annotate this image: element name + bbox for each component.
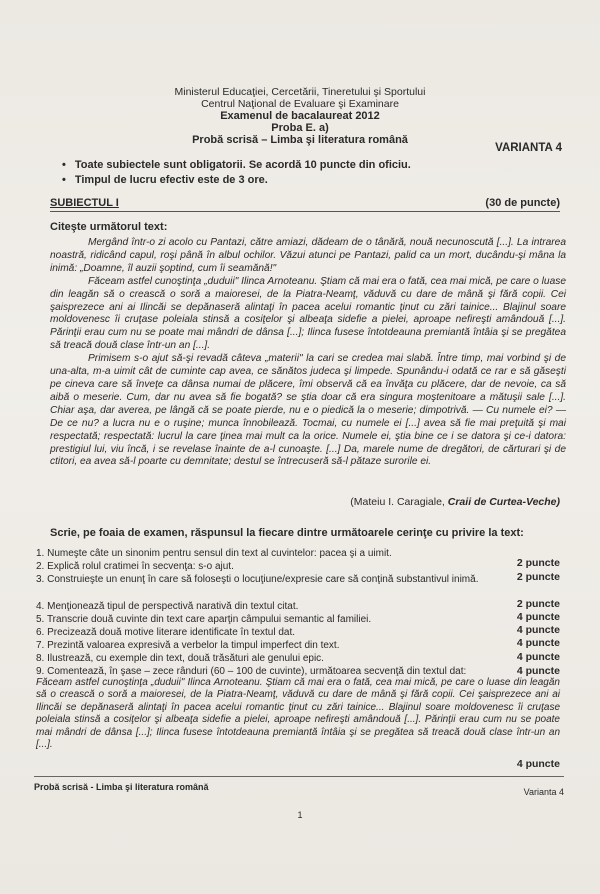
question-9-excerpt: Făceam astfel cunoştinţa „duduii" Ilinca Arnoteanu. Ştiam că mai era o fată, cea mai mică, pe care o luase din leagăn să o crească o soră a maioresei, de la Piatra-Neamţ, văduvă cu dare de mână şi fără copii. Cei şaisprezece ani ai Ilincăi se depănaseră alintaţi în pacea acelui romantic ţinut cu zări tainice... Blajinul soare moldovenesc îi cruţase poleiala stinsă a cosiţelor şi albeaţa sidefie a pielei, aproape nefireşti amândouă [...]. Părinţii erau cum nu se poate mai mândri de dânsa [...]; Ilinca fusese întotdeauna premiantă întâia şi se pregătea să treacă două clase într-un an [...]. — [36, 677, 560, 751]
question-6: 6. Precizează două motive literare identificate în textul dat. — [36, 627, 296, 638]
question-1-points: 2 puncte — [516, 557, 560, 569]
paragraph: Mergând într-o zi acolo cu Pantazi, către amiazi, dădeam de o tânără, nouă necunoscută [...]. La intrarea noastră, ridicând capul, roşi până în albul ochilor. Văzui atunci pe Pantazi, palid ca un mort, ducându-şi mâna la inimă: „Doamne, îl auzii şoptind, cum îi seamănă!" — [50, 237, 566, 274]
section-title: SUBIECTUL I — [50, 197, 119, 209]
question-5-points: 4 puncte — [516, 624, 560, 636]
page-footer — [34, 776, 564, 797]
question-1: 1. Numeşte câte un sinonim pentru sensul din text al cuvintelor: pacea şi a uimit. — [36, 548, 392, 559]
question-4-points: 4 puncte — [516, 611, 560, 623]
bullet-item: • Timpul de lucru efectiv este de 3 ore. — [62, 173, 562, 188]
question-7: 7. Prezintă valoarea expresivă a verbelor la timpul imperfect din text. — [36, 640, 340, 651]
page-number: 1 — [297, 810, 303, 820]
question-4: 4. Menţionează tipul de perspectivă narativă din textul citat. — [36, 601, 299, 612]
footer-variant: Varianta 4 — [523, 787, 564, 797]
read-text-prompt: Citeşte următorul text: — [50, 221, 168, 233]
source-author: (Mateiu I. Caragiale, — [350, 496, 445, 508]
question-6-points: 4 puncte — [516, 637, 560, 649]
question-7-points: 4 puncte — [516, 651, 560, 663]
paragraph: Primisem s-o ajut să-şi revadă câteva „materii" la cari se credea mai slabă. Între timp, mai vorbind şi de una-alta, m-a uimit cât de cuminte cap avea, ce sănătos judeca şi limpede. Spunându-i odată ce rar e să găseşti pe cineva care să înveţe ca dânsa numai de plăcere, îmi observă că ea învăţa cu plăcere, dar de nevoie, ca să aibă o meserie. Cum, dar nu avea să fie bogată? se ştia doar că era singura moştenitoare a mătuşii sale [...]. Chiar aşa, dar averea, pe lângă că se poate pierde, nu e o piedică la o meserie; dimpotrivă. — Cu numele ei? — De ce nu? a lucra nu e o ruşine; munca înnobilează. Tocmai, cu numele ei [...] avea să fie mai preţuită şi mai respectată; respectată: lucrul la care ţinea mai mult ca la orice. Numele ei, ştia bine ce i se datora şi ce-i datora: prestigiul lui, viu încă, i se revelase înainte de a-l cunoaşte. [...] Da, marele nume de dregători, de cărturari şi de ctitori, ea avea să-l poarte cu demnitate; destul se întrecuseră să-l pătaze surorile ei. — [50, 353, 566, 468]
paragraph: Făceam astfel cunoştinţa „duduii" Ilinca Arnoteanu. Ştiam că mai era o fată, cea mai mică, pe care o luase din leagăn să o crească o soră a maioresei, de la Piatra-Neamţ, văduvă cu dare de mână şi fără copii. Cei şaisprezece ani ai Ilincăi se depănaseră alintaţi în pacea acelui romantic ţinut cu zări tainice... Blajinul soare moldovenesc îi cruţase poleiala stinsă a cosiţelor şi albeaţa sidefie a pielei, aproape nefireşti amândouă [...]. Părinţii erau cum nu se poate mai mândri de dânsa [...]; Ilinca fusese întotdeauna premiantă întâia şi se pregătea să treacă două clase într-un an [...]. — [50, 275, 566, 352]
question-8-points: 4 puncte — [516, 665, 560, 677]
question-3: 3. Construieşte un enunţ în care să foloseşti o locuţiune/expresie care să conţină substantivul inimă. — [36, 574, 479, 585]
section-header — [50, 197, 560, 212]
ministry-header: Ministerul Educaţiei, Cercetării, Tineretului şi Sportului — [174, 86, 426, 98]
question-9-points: 4 puncte — [516, 758, 560, 770]
proba-title: Proba E. a) — [271, 122, 329, 134]
section-points: (30 de puncte) — [485, 197, 560, 209]
question-9: 9. Comentează, în şase – zece rânduri (60 – 100 de cuvinte), următoarea secvenţă din textul dat: — [36, 666, 467, 677]
question-2: 2. Explică rolul cratimei în secvenţa: s-o ajut. — [36, 561, 234, 572]
center-header: Centrul Naţional de Evaluare şi Examinare — [201, 98, 399, 110]
footer-subject: Probă scrisă - Limba şi literatura română — [34, 782, 209, 792]
subject-title: Probă scrisă – Limba şi literatura română — [192, 134, 408, 146]
source-citation — [350, 496, 560, 508]
question-3-points: 2 puncte — [516, 598, 560, 610]
question-5: 5. Transcrie două cuvinte din text care aparţin câmpului semantic al familiei. — [36, 614, 372, 625]
question-8: 8. Ilustrează, cu exemple din text, două trăsături ale genului epic. — [36, 653, 324, 664]
variant-label: VARIANTA 4 — [495, 142, 562, 154]
task-instruction: Scrie, pe foaia de examen, răspunsul la fiecare dintre următoarele cerinţe cu privire la text: — [50, 527, 524, 539]
literary-excerpt — [50, 237, 566, 469]
instructions-list — [62, 158, 562, 188]
exam-title: Examenul de bacalaureat 2012 — [220, 110, 380, 122]
question-2-points: 2 puncte — [516, 571, 560, 583]
source-work: Craii de Curtea-Veche) — [447, 496, 560, 508]
bullet-item: • Toate subiectele sunt obligatorii. Se acordă 10 puncte din oficiu. — [62, 158, 562, 173]
